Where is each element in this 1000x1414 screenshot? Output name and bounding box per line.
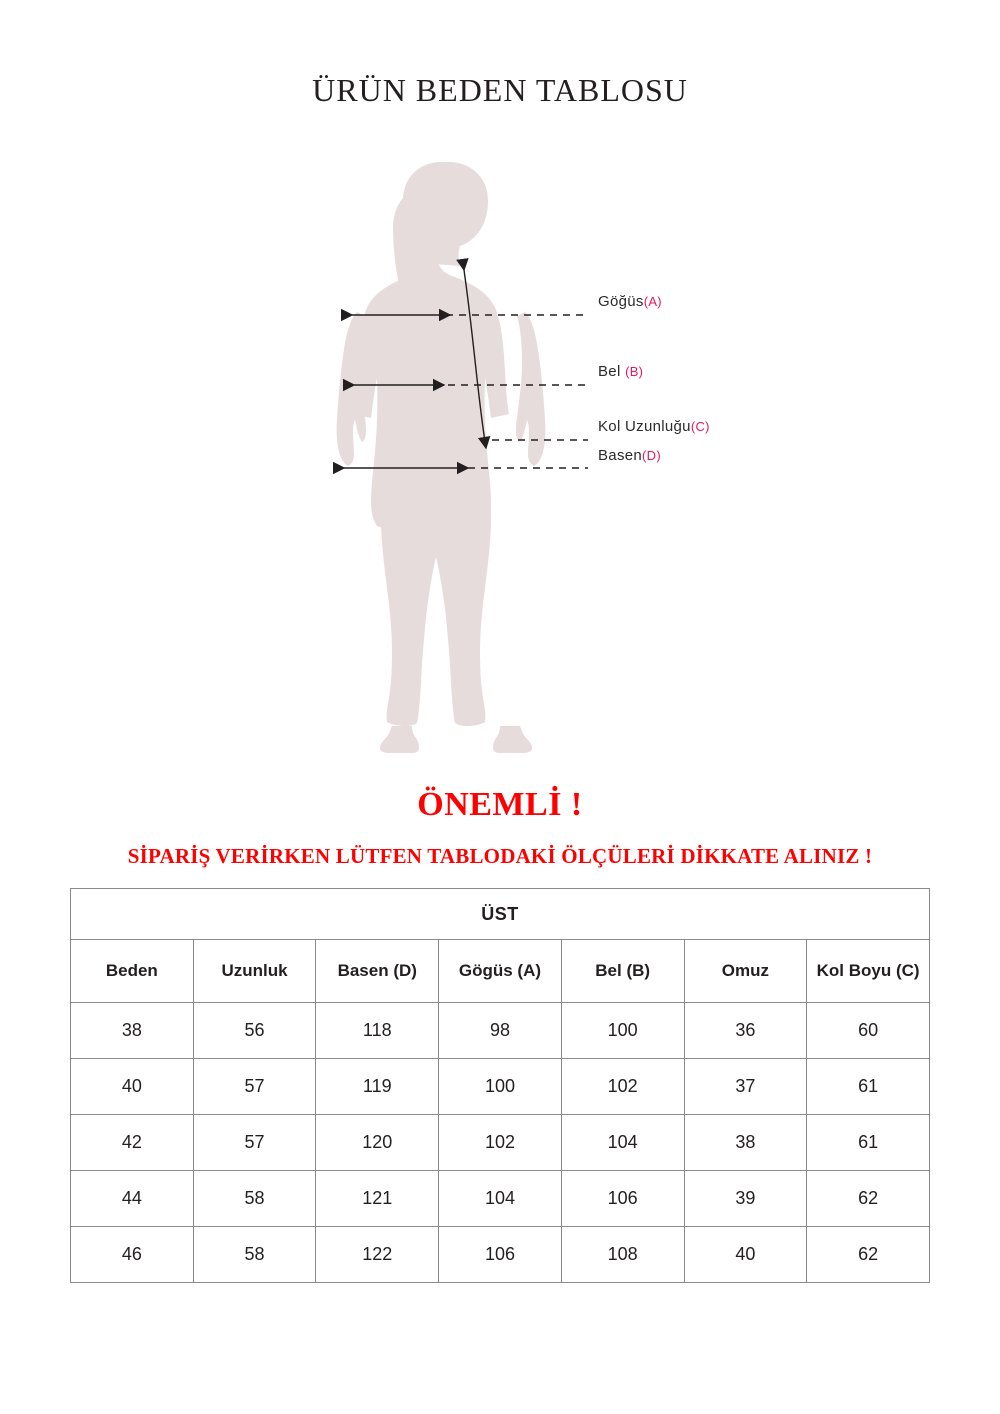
header-beden: Beden <box>71 940 194 1003</box>
header-kol-boyu: Kol Boyu (C) <box>807 940 930 1003</box>
cell-kol-boyu: 60 <box>807 1003 930 1059</box>
legend-bel-code: (B) <box>625 364 644 379</box>
table-row <box>71 1003 930 1059</box>
measurement-diagram <box>0 130 1000 770</box>
cell-omuz: 37 <box>684 1059 807 1115</box>
header-basen: Basen (D) <box>316 940 439 1003</box>
cell-beden: 46 <box>71 1227 194 1283</box>
table-caption: ÜST <box>71 889 930 940</box>
table-row <box>71 1059 930 1115</box>
cell-gogus: 98 <box>439 1003 562 1059</box>
cell-kol-boyu: 61 <box>807 1115 930 1171</box>
cell-bel: 100 <box>561 1003 684 1059</box>
cell-uzunluk: 58 <box>193 1171 316 1227</box>
cell-kol-boyu: 62 <box>807 1227 930 1283</box>
cell-uzunluk: 58 <box>193 1227 316 1283</box>
legend-gogus <box>598 293 662 310</box>
legend-basen <box>598 447 661 464</box>
legend-basen-label: Basen <box>598 447 643 464</box>
cell-gogus: 100 <box>439 1059 562 1115</box>
important-warning-heading: ÖNEMLİ ! <box>417 786 583 823</box>
header-omuz: Omuz <box>684 940 807 1003</box>
cell-basen: 118 <box>316 1003 439 1059</box>
cell-basen: 119 <box>316 1059 439 1115</box>
cell-basen: 122 <box>316 1227 439 1283</box>
cell-gogus: 102 <box>439 1115 562 1171</box>
header-uzunluk: Uzunluk <box>193 940 316 1003</box>
page-title: ÜRÜN BEDEN TABLOSU <box>312 72 688 108</box>
cell-bel: 104 <box>561 1115 684 1171</box>
cell-beden: 44 <box>71 1171 194 1227</box>
cell-uzunluk: 57 <box>193 1059 316 1115</box>
table-row <box>71 1227 930 1283</box>
cell-kol-boyu: 61 <box>807 1059 930 1115</box>
cell-uzunluk: 56 <box>193 1003 316 1059</box>
header-bel: Bel (B) <box>561 940 684 1003</box>
table-row <box>71 1171 930 1227</box>
cell-omuz: 36 <box>684 1003 807 1059</box>
table-caption-row <box>71 889 930 940</box>
legend-kol-uzunlugu <box>598 418 710 435</box>
cell-basen: 121 <box>316 1171 439 1227</box>
legend-bel-label: Bel <box>598 363 626 380</box>
header-gogus: Gögüs (A) <box>439 940 562 1003</box>
legend-kol-code: (C) <box>690 419 710 434</box>
cell-gogus: 104 <box>439 1171 562 1227</box>
cell-omuz: 39 <box>684 1171 807 1227</box>
cell-beden: 38 <box>71 1003 194 1059</box>
cell-uzunluk: 57 <box>193 1115 316 1171</box>
size-table <box>70 888 930 1283</box>
cell-omuz: 40 <box>684 1227 807 1283</box>
cell-bel: 106 <box>561 1171 684 1227</box>
cell-omuz: 38 <box>684 1115 807 1171</box>
cell-bel: 108 <box>561 1227 684 1283</box>
cell-beden: 40 <box>71 1059 194 1115</box>
important-warning-text: SİPARİŞ VERİRKEN LÜTFEN TABLODAKİ ÖLÇÜLERİ DİKKATE ALINIZ ! <box>127 844 873 868</box>
cell-gogus: 106 <box>439 1227 562 1283</box>
table-row <box>71 1115 930 1171</box>
legend-basen-code: (D) <box>642 448 661 463</box>
cell-bel: 102 <box>561 1059 684 1115</box>
legend-gogus-label: Göğüs <box>598 293 644 310</box>
cell-kol-boyu: 62 <box>807 1171 930 1227</box>
cell-beden: 42 <box>71 1115 194 1171</box>
legend-bel <box>598 363 643 380</box>
table-header-row <box>71 940 930 1003</box>
legend-kol-label: Kol Uzunluğu <box>598 418 691 435</box>
legend-gogus-code: (A) <box>643 294 662 309</box>
cell-basen: 120 <box>316 1115 439 1171</box>
